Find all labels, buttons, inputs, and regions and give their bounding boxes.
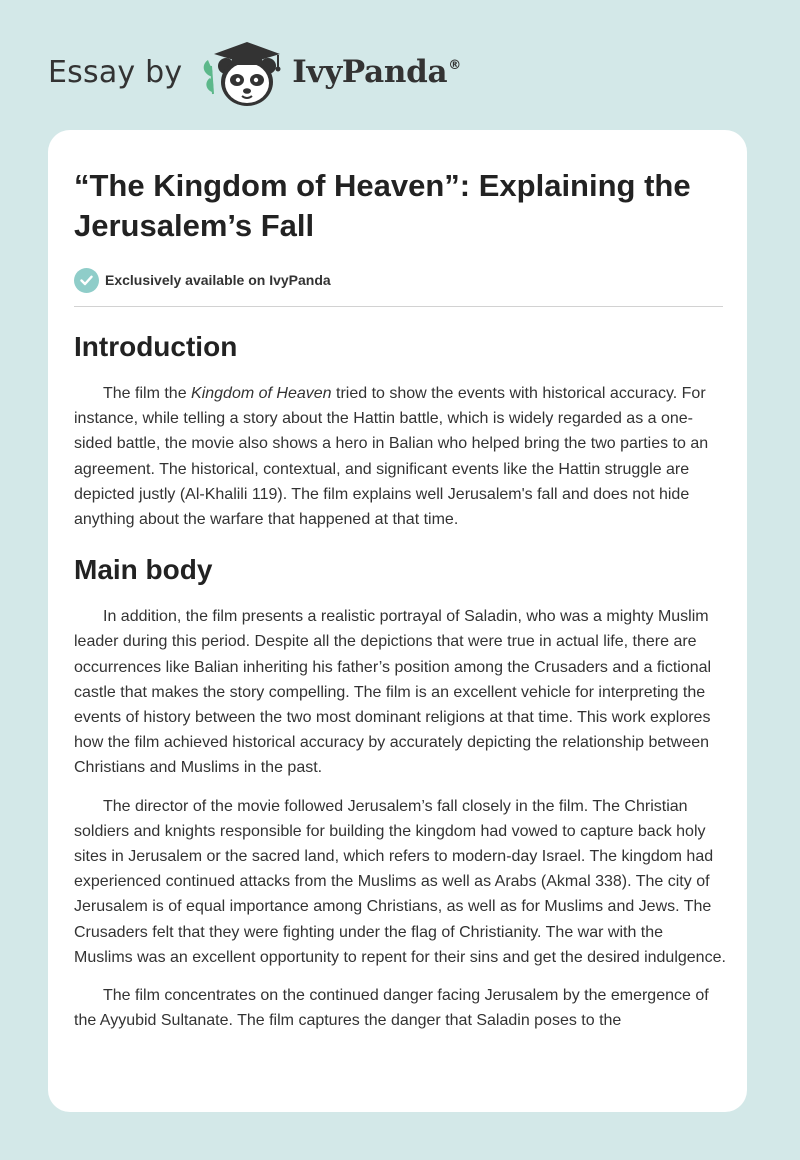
section-heading-main-body: Main body [74,554,213,586]
film-title-italic: Kingdom of Heaven [191,385,332,402]
article-card [48,130,747,1112]
intro-text-start: The film the [103,385,192,402]
section-heading-introduction: Introduction [74,331,238,362]
registered-mark: ® [448,58,461,73]
intro-paragraph [74,381,726,532]
essay-by-label: Essay by [48,54,183,90]
body-paragraph: The director of the movie followed Jerusalem’s fall closely in the film. The Christian soldiers and knights responsible for building the kingdom had vowed to capture back holy sites in Jerusalem or the sacred land, which refers to modern-day Israel. The kingdom had experienced continued attacks from the Muslims as well as Arabs (Akmal 338). The city of Jerusalem is of equal importance among Christians, as well as for Muslims and Jews. The Crusaders felt that they were fighting under the flag of Christianity. The war with the Muslims was an excellent opportunity to repent for their sins and get the desired indulgence. [74,797,726,966]
panda-graduate-logo-icon[interactable] [198,36,288,108]
article-title: “The Kingdom of Heaven”: Explaining the Jerusalem’s Fall [74,168,691,243]
site-header [48,36,461,108]
checkmark-badge-icon [74,268,99,293]
exclusive-label: Exclusively available on IvyPanda [105,272,331,288]
title-divider [74,306,723,307]
body-paragraph: In addition, the film presents a realistic portrayal of Saladin, who was a mighty Muslim leader during this period. Despite all the depictions that were true in actual life, there are occurrences like Balian inheriting his father’s position among the Crusaders and a fictional castle that makes the story compelling. The film is an excellent vehicle for interpreting the events of history between the two most dominant religions at that time. This work explores how the film achieved historical accuracy by accurately depicting the relationship between Christians and Muslims in the past. [74,608,712,777]
intro-text-rest: tried to show the events with historical accuracy. For instance, while telling a story about the Hattin battle, which is widely regarded as a one-sided battle, the movie also shows a hero in Balian who helped bring the two parties to an agreement. The historical, contextual, and significant events like the Hattin struggle are depicted justly (Al-Khalili 119). The film explains well Jerusalem's fall and does not hide anything about the warfare that happened at that time. [74,385,709,529]
brand-logo-text[interactable]: IvyPanda® [292,54,461,90]
exclusive-badge [74,266,721,294]
body-paragraph: The film concentrates on the continued danger facing Jerusalem by the emergence of the Ayyubid Sultanate. The film captures the danger that Saladin poses to the [74,987,709,1030]
